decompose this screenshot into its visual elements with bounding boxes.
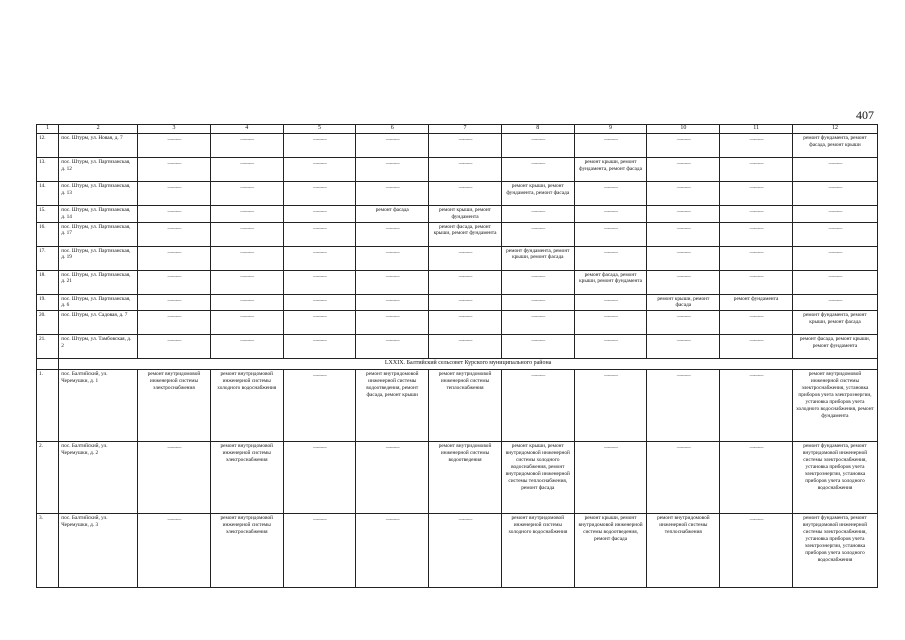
work-cell: ремонт внутридомовой инженерной системы водоотведения, ремонт фасада, ремонт крыши bbox=[356, 370, 429, 442]
dash-mark: ——— bbox=[828, 184, 842, 191]
dash-mark: ——— bbox=[749, 249, 763, 256]
dash-mark: ——— bbox=[313, 160, 326, 167]
dash-mark: ——— bbox=[167, 225, 181, 232]
dash-mark: ——— bbox=[167, 249, 181, 256]
empty-cell bbox=[356, 222, 429, 246]
dash-mark: ——— bbox=[604, 297, 617, 304]
address-cell: пос. Штурм, ул. Партизанская, д. 12 bbox=[59, 157, 138, 181]
dash-mark: ——— bbox=[385, 225, 399, 232]
dash-mark: ——— bbox=[676, 273, 690, 280]
column-header: 6 bbox=[356, 125, 429, 134]
empty-cell bbox=[283, 157, 356, 181]
empty-cell bbox=[138, 205, 211, 222]
empty-cell bbox=[283, 294, 356, 311]
work-cell: ремонт внутридомовой инженерной системы холодного водоснабжения bbox=[210, 370, 283, 442]
table-row bbox=[37, 222, 878, 246]
empty-cell bbox=[210, 157, 283, 181]
empty-cell bbox=[283, 133, 356, 157]
dash-mark: ——— bbox=[458, 297, 472, 304]
empty-cell bbox=[356, 181, 429, 205]
empty-cell bbox=[138, 222, 211, 246]
empty-cell bbox=[501, 133, 574, 157]
dash-mark: ——— bbox=[828, 208, 842, 215]
dash-mark: ——— bbox=[167, 208, 181, 215]
dash-mark: ——— bbox=[167, 136, 181, 143]
table-row bbox=[37, 294, 878, 311]
dash-mark: ——— bbox=[313, 517, 326, 524]
table-row bbox=[37, 370, 878, 442]
dash-mark: ——— bbox=[531, 160, 545, 167]
empty-cell bbox=[210, 246, 283, 270]
table-row bbox=[37, 133, 878, 157]
dash-mark: ——— bbox=[828, 160, 842, 167]
dash-mark: ——— bbox=[604, 136, 617, 143]
dash-mark: ——— bbox=[385, 273, 399, 280]
dash-mark: ——— bbox=[531, 208, 545, 215]
address-cell: пос. Штурм, ул. Партизанская, д. 21 bbox=[59, 270, 138, 294]
empty-cell bbox=[720, 181, 793, 205]
dash-mark: ——— bbox=[531, 297, 545, 304]
table-row bbox=[37, 335, 878, 359]
empty-cell bbox=[356, 294, 429, 311]
dash-mark: ——— bbox=[604, 373, 617, 380]
empty-cell bbox=[356, 514, 429, 588]
empty-cell bbox=[356, 246, 429, 270]
column-header: 12 bbox=[792, 125, 877, 134]
row-number-cell: 2. bbox=[37, 442, 59, 514]
column-header: 8 bbox=[501, 125, 574, 134]
dash-mark: ——— bbox=[313, 249, 326, 256]
empty-cell bbox=[574, 222, 647, 246]
address-cell: пос. Штурм, ул. Партизанская, д. 17 bbox=[59, 222, 138, 246]
dash-mark: ——— bbox=[604, 445, 617, 452]
empty-cell bbox=[792, 157, 877, 181]
section-number-cell bbox=[37, 359, 59, 370]
row-number-cell: 15. bbox=[37, 205, 59, 222]
empty-cell bbox=[138, 294, 211, 311]
row-number-cell: 12. bbox=[37, 133, 59, 157]
empty-cell bbox=[210, 311, 283, 335]
work-cell: ремонт фасада, ремонт крыши, ремонт фундамента bbox=[429, 222, 502, 246]
address-cell: пос. Штурм, ул. Тамбовская, д. 2 bbox=[59, 335, 138, 359]
dash-mark: ——— bbox=[240, 297, 254, 304]
dash-mark: ——— bbox=[240, 338, 254, 345]
row-number-cell: 13. bbox=[37, 157, 59, 181]
dash-mark: ——— bbox=[385, 338, 399, 345]
work-cell: ремонт внутридомовой инженерной системы электроснабжения bbox=[210, 442, 283, 514]
table-row bbox=[37, 442, 878, 514]
empty-cell bbox=[720, 133, 793, 157]
empty-cell bbox=[501, 370, 574, 442]
empty-cell bbox=[210, 270, 283, 294]
dash-mark: ——— bbox=[458, 517, 472, 524]
table-row bbox=[37, 205, 878, 222]
dash-mark: ——— bbox=[167, 338, 181, 345]
work-cell: ремонт фундамента, ремонт фасада, ремонт крыши bbox=[792, 133, 877, 157]
address-cell: пос. Балтийский, ул. Черемушки, д. 3 bbox=[59, 514, 138, 588]
empty-cell bbox=[792, 222, 877, 246]
work-cell: ремонт фундамента, ремонт внутридомовой инженерной системы электроснабжения, установка приборов учета электроэнергии, установка приборов учета холодного водоснабжения bbox=[792, 442, 877, 514]
dash-mark: ——— bbox=[167, 314, 181, 321]
empty-cell bbox=[647, 205, 720, 222]
work-cell: ремонт внутридомовой инженерной системы водоотведения bbox=[429, 442, 502, 514]
dash-mark: ——— bbox=[167, 184, 181, 191]
dash-mark: ——— bbox=[749, 273, 763, 280]
empty-cell bbox=[720, 270, 793, 294]
empty-cell bbox=[283, 246, 356, 270]
dash-mark: ——— bbox=[749, 208, 763, 215]
empty-cell bbox=[647, 157, 720, 181]
dash-mark: ——— bbox=[167, 297, 181, 304]
dash-mark: ——— bbox=[385, 136, 399, 143]
empty-cell bbox=[720, 370, 793, 442]
empty-cell bbox=[210, 133, 283, 157]
dash-mark: ——— bbox=[240, 136, 254, 143]
page-number: 407 bbox=[856, 108, 874, 122]
work-cell: ремонт крыши, ремонт фасада bbox=[647, 294, 720, 311]
empty-cell bbox=[356, 335, 429, 359]
empty-cell bbox=[647, 246, 720, 270]
empty-cell bbox=[283, 181, 356, 205]
work-cell: ремонт внутридомовой инженерной системы теплоснабжения bbox=[647, 514, 720, 588]
dash-mark: ——— bbox=[313, 314, 326, 321]
dash-mark: ——— bbox=[676, 225, 690, 232]
column-header: 2 bbox=[59, 125, 138, 134]
dash-mark: ——— bbox=[531, 273, 545, 280]
dash-mark: ——— bbox=[604, 208, 617, 215]
empty-cell bbox=[138, 514, 211, 588]
dash-mark: ——— bbox=[167, 160, 181, 167]
table-row bbox=[37, 311, 878, 335]
dash-mark: ——— bbox=[604, 184, 617, 191]
empty-cell bbox=[283, 442, 356, 514]
row-number-cell: 17. bbox=[37, 246, 59, 270]
dash-mark: ——— bbox=[313, 225, 326, 232]
empty-cell bbox=[501, 222, 574, 246]
empty-cell bbox=[720, 246, 793, 270]
dash-mark: ——— bbox=[749, 160, 763, 167]
empty-cell bbox=[647, 133, 720, 157]
work-cell: ремонт внутридомовой инженерной системы электроснабжения bbox=[210, 514, 283, 588]
dash-mark: ——— bbox=[531, 136, 545, 143]
table-row bbox=[37, 246, 878, 270]
dash-mark: ——— bbox=[749, 136, 763, 143]
empty-cell bbox=[429, 335, 502, 359]
address-cell: пос. Балтийский, ул. Черемушки, д. 1 bbox=[59, 370, 138, 442]
empty-cell bbox=[501, 157, 574, 181]
empty-cell bbox=[429, 514, 502, 588]
dash-mark: ——— bbox=[240, 249, 254, 256]
dash-mark: ——— bbox=[531, 338, 545, 345]
dash-mark: ——— bbox=[458, 184, 472, 191]
dash-mark: ——— bbox=[167, 517, 181, 524]
dash-mark: ——— bbox=[749, 445, 763, 452]
dash-mark: ——— bbox=[676, 136, 690, 143]
empty-cell bbox=[356, 442, 429, 514]
empty-cell bbox=[647, 370, 720, 442]
dash-mark: ——— bbox=[385, 314, 399, 321]
empty-cell bbox=[574, 181, 647, 205]
table-row bbox=[37, 181, 878, 205]
work-cell: ремонт крыши, ремонт внутридомовой инженерной системы холодного водоснабжения, ремонт внутридомовой инженерной системы теплоснабжения, ремонт фасада bbox=[501, 442, 574, 514]
dash-mark: ——— bbox=[749, 225, 763, 232]
address-cell: пос. Штурм, ул. Партизанская, д. 13 bbox=[59, 181, 138, 205]
dash-mark: ——— bbox=[240, 273, 254, 280]
empty-cell bbox=[501, 294, 574, 311]
address-cell: пос. Штурм, ул. Новая, д. 7 bbox=[59, 133, 138, 157]
dash-mark: ——— bbox=[531, 314, 545, 321]
empty-cell bbox=[138, 133, 211, 157]
dash-mark: ——— bbox=[313, 208, 326, 215]
column-header: 10 bbox=[647, 125, 720, 134]
dash-mark: ——— bbox=[828, 273, 842, 280]
empty-cell bbox=[574, 311, 647, 335]
column-header: 4 bbox=[210, 125, 283, 134]
work-cell: ремонт фундамента, ремонт крыши, ремонт фасада bbox=[501, 246, 574, 270]
work-cell: ремонт внутридомовой инженерной системы холодного водоснабжения bbox=[501, 514, 574, 588]
empty-cell bbox=[501, 205, 574, 222]
work-cell: ремонт внутридомовой инженерной системы электроснабжения, установка приборов учета электроэнергии, установка приборов учета холодного водоснабжения, ремонт фундамента bbox=[792, 370, 877, 442]
dash-mark: ——— bbox=[749, 338, 763, 345]
empty-cell bbox=[720, 157, 793, 181]
empty-cell bbox=[210, 205, 283, 222]
empty-cell bbox=[720, 335, 793, 359]
repair-schedule-table bbox=[36, 124, 878, 588]
empty-cell bbox=[574, 294, 647, 311]
empty-cell bbox=[647, 270, 720, 294]
empty-cell bbox=[283, 335, 356, 359]
dash-mark: ——— bbox=[531, 373, 545, 380]
work-cell: ремонт фундамента, ремонт внутридомовой инженерной системы электроснабжения, установка приборов учета электроэнергии, установка приборов учета холодного водоснабжения bbox=[792, 514, 877, 588]
dash-mark: ——— bbox=[604, 338, 617, 345]
dash-mark: ——— bbox=[385, 517, 399, 524]
empty-cell bbox=[429, 270, 502, 294]
work-cell: ремонт крыши, ремонт фундамента, ремонт фасада bbox=[574, 157, 647, 181]
dash-mark: ——— bbox=[240, 184, 254, 191]
empty-cell bbox=[138, 270, 211, 294]
section-row bbox=[37, 359, 878, 370]
work-cell: ремонт крыши, ремонт фундамента, ремонт фасада bbox=[501, 181, 574, 205]
row-number-cell: 21. bbox=[37, 335, 59, 359]
empty-cell bbox=[720, 514, 793, 588]
dash-mark: ——— bbox=[313, 297, 326, 304]
dash-mark: ——— bbox=[458, 314, 472, 321]
empty-cell bbox=[792, 246, 877, 270]
empty-cell bbox=[356, 157, 429, 181]
dash-mark: ——— bbox=[167, 273, 181, 280]
empty-cell bbox=[792, 181, 877, 205]
work-cell: ремонт крыши, ремонт внутридомовой инженерной системы водоотведения, ремонт фасада bbox=[574, 514, 647, 588]
empty-cell bbox=[647, 181, 720, 205]
dash-mark: ——— bbox=[604, 225, 617, 232]
empty-cell bbox=[429, 181, 502, 205]
work-cell: ремонт внутридомовой инженерной системы теплоснабжения bbox=[429, 370, 502, 442]
empty-cell bbox=[138, 335, 211, 359]
dash-mark: ——— bbox=[676, 208, 690, 215]
empty-cell bbox=[574, 205, 647, 222]
empty-cell bbox=[138, 442, 211, 514]
empty-cell bbox=[792, 270, 877, 294]
column-header: 11 bbox=[720, 125, 793, 134]
dash-mark: ——— bbox=[749, 517, 763, 524]
row-number-cell: 18. bbox=[37, 270, 59, 294]
dash-mark: ——— bbox=[385, 249, 399, 256]
dash-mark: ——— bbox=[676, 184, 690, 191]
row-number-cell: 3. bbox=[37, 514, 59, 588]
empty-cell bbox=[647, 442, 720, 514]
empty-cell bbox=[574, 246, 647, 270]
dash-mark: ——— bbox=[240, 314, 254, 321]
table-row bbox=[37, 270, 878, 294]
empty-cell bbox=[429, 157, 502, 181]
empty-cell bbox=[574, 335, 647, 359]
empty-cell bbox=[210, 294, 283, 311]
empty-cell bbox=[210, 335, 283, 359]
row-number-cell: 20. bbox=[37, 311, 59, 335]
empty-cell bbox=[647, 335, 720, 359]
empty-cell bbox=[210, 222, 283, 246]
dash-mark: ——— bbox=[531, 225, 545, 232]
empty-cell bbox=[283, 311, 356, 335]
empty-cell bbox=[720, 205, 793, 222]
dash-mark: ——— bbox=[240, 208, 254, 215]
address-cell: пос. Штурм, ул. Садовая, д. 7 bbox=[59, 311, 138, 335]
empty-cell bbox=[138, 181, 211, 205]
dash-mark: ——— bbox=[385, 160, 399, 167]
empty-cell bbox=[720, 442, 793, 514]
empty-cell bbox=[574, 442, 647, 514]
dash-mark: ——— bbox=[458, 160, 472, 167]
empty-cell bbox=[283, 270, 356, 294]
empty-cell bbox=[210, 181, 283, 205]
work-cell: ремонт фундамента bbox=[720, 294, 793, 311]
empty-cell bbox=[647, 222, 720, 246]
empty-cell bbox=[501, 311, 574, 335]
empty-cell bbox=[429, 294, 502, 311]
dash-mark: ——— bbox=[313, 184, 326, 191]
row-number-cell: 16. bbox=[37, 222, 59, 246]
empty-cell bbox=[429, 246, 502, 270]
row-number-cell: 14. bbox=[37, 181, 59, 205]
dash-mark: ——— bbox=[385, 184, 399, 191]
work-cell: ремонт фундамента, ремонт крыши, ремонт фасада bbox=[792, 311, 877, 335]
table-row bbox=[37, 514, 878, 588]
work-cell: ремонт крыши, ремонт фундамента bbox=[429, 205, 502, 222]
empty-cell bbox=[501, 270, 574, 294]
dash-mark: ——— bbox=[828, 297, 842, 304]
empty-cell bbox=[647, 311, 720, 335]
empty-cell bbox=[283, 205, 356, 222]
dash-mark: ——— bbox=[313, 273, 326, 280]
address-cell: пос. Штурм, ул. Партизанская, д. 19 bbox=[59, 246, 138, 270]
empty-cell bbox=[356, 311, 429, 335]
column-header: 3 bbox=[138, 125, 211, 134]
empty-cell bbox=[720, 222, 793, 246]
dash-mark: ——— bbox=[240, 160, 254, 167]
empty-cell bbox=[501, 335, 574, 359]
row-number-cell: 19. bbox=[37, 294, 59, 311]
dash-mark: ——— bbox=[167, 445, 181, 452]
empty-cell bbox=[429, 133, 502, 157]
column-header-row bbox=[37, 125, 878, 134]
empty-cell bbox=[720, 311, 793, 335]
dash-mark: ——— bbox=[458, 338, 472, 345]
empty-cell bbox=[283, 222, 356, 246]
dash-mark: ——— bbox=[385, 297, 399, 304]
dash-mark: ——— bbox=[749, 184, 763, 191]
column-header: 1 bbox=[37, 125, 59, 134]
dash-mark: ——— bbox=[313, 445, 326, 452]
empty-cell bbox=[283, 370, 356, 442]
empty-cell bbox=[283, 514, 356, 588]
table-row bbox=[37, 157, 878, 181]
work-cell: ремонт фасада, ремонт крыши, ремонт фундамента bbox=[792, 335, 877, 359]
dash-mark: ——— bbox=[313, 136, 326, 143]
dash-mark: ——— bbox=[676, 338, 690, 345]
empty-cell bbox=[356, 133, 429, 157]
dash-mark: ——— bbox=[676, 249, 690, 256]
dash-mark: ——— bbox=[240, 225, 254, 232]
dash-mark: ——— bbox=[458, 273, 472, 280]
empty-cell bbox=[138, 311, 211, 335]
column-header: 5 bbox=[283, 125, 356, 134]
address-cell: пос. Балтийский, ул. Черемушки, д. 2 bbox=[59, 442, 138, 514]
dash-mark: ——— bbox=[676, 314, 690, 321]
column-header: 7 bbox=[429, 125, 502, 134]
dash-mark: ——— bbox=[313, 373, 326, 380]
section-title: LXXIX. Балтийский сельсовет Курского муниципального района bbox=[59, 359, 878, 370]
address-cell: пос. Штурм, ул. Партизанская, д. 6 bbox=[59, 294, 138, 311]
empty-cell bbox=[792, 205, 877, 222]
work-cell: ремонт фасада bbox=[356, 205, 429, 222]
empty-cell bbox=[574, 370, 647, 442]
dash-mark: ——— bbox=[604, 314, 617, 321]
dash-mark: ——— bbox=[458, 249, 472, 256]
dash-mark: ——— bbox=[458, 136, 472, 143]
empty-cell bbox=[574, 133, 647, 157]
work-cell: ремонт фасада, ремонт крыши, ремонт фундамента bbox=[574, 270, 647, 294]
row-number-cell: 1. bbox=[37, 370, 59, 442]
column-header: 9 bbox=[574, 125, 647, 134]
empty-cell bbox=[792, 294, 877, 311]
dash-mark: ——— bbox=[676, 373, 690, 380]
dash-mark: ——— bbox=[676, 160, 690, 167]
work-cell: ремонт внутридомовой инженерной системы электроснабжения bbox=[138, 370, 211, 442]
table-body bbox=[37, 125, 878, 588]
address-cell: пос. Штурм, ул. Партизанская, д. 14 bbox=[59, 205, 138, 222]
empty-cell bbox=[138, 157, 211, 181]
empty-cell bbox=[138, 246, 211, 270]
dash-mark: ——— bbox=[749, 314, 763, 321]
empty-cell bbox=[356, 270, 429, 294]
dash-mark: ——— bbox=[604, 249, 617, 256]
dash-mark: ——— bbox=[828, 249, 842, 256]
dash-mark: ——— bbox=[749, 373, 763, 380]
dash-mark: ——— bbox=[313, 338, 326, 345]
empty-cell bbox=[429, 311, 502, 335]
dash-mark: ——— bbox=[385, 445, 399, 452]
dash-mark: ——— bbox=[676, 445, 690, 452]
dash-mark: ——— bbox=[828, 225, 842, 232]
